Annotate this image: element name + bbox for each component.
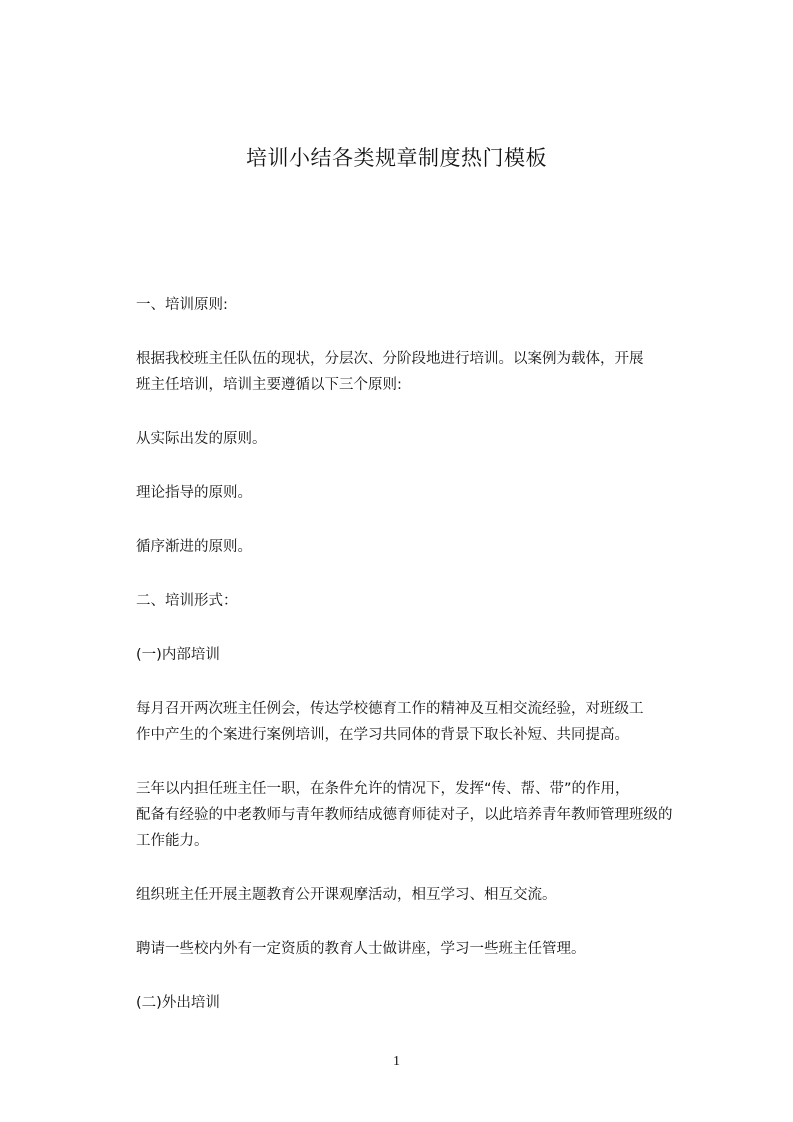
paragraph-spacing [136,748,700,776]
paragraph-line: 配备有经验的中老教师与青年教师结成德育师徒对子，以此培养青年教师管理班级的 [136,807,673,823]
paragraph-spacing [136,614,700,642]
internal-paragraph-1 [136,696,700,748]
paragraph-spacing [136,962,700,990]
paragraph-line: 工作能力。 [136,833,209,849]
principles-intro-paragraph [136,346,700,398]
paragraph-line: 每月召开两次班主任例会，传达学校德育工作的精神及互相交流经验，对班级工 [136,701,644,717]
principle-item: 从实际出发的原则。 [136,431,267,447]
paragraph-spacing [136,668,700,696]
paragraph-spacing [136,908,700,936]
document-title: 培训小结各类规章制度热门模板 [246,146,547,170]
paragraph-line: 班主任培训，培训主要遵循以下三个原则: [136,377,402,393]
paragraph-line: 作中产生的个案进行案例培训，在学习共同体的背景下取长补短、共同提高。 [136,727,629,743]
paragraph-line: 三年以内担任班主任一职，在条件允许的情况下，发挥“传、帮、带”的作用， [136,781,630,797]
paragraph-spacing [136,398,700,426]
principle-item: 循序渐进的原则。 [136,539,252,555]
paragraph-spacing [136,560,700,588]
subsection-heading-internal: (一)内部培训 [136,647,220,663]
paragraph-spacing [136,452,700,480]
subsection-heading-external: (二)外出培训 [136,995,220,1011]
document-content [136,292,700,1016]
section-heading-principles: 一、培训原则: [136,297,228,313]
paragraph-spacing [136,318,700,346]
internal-paragraph-3: 组织班主任开展主题教育公开课观摩活动，相互学习、相互交流。 [136,887,557,903]
paragraph-line: 根据我校班主任队伍的现状，分层次、分阶段地进行培训。以案例为载体，开展 [136,351,644,367]
principle-item: 理论指导的原则。 [136,485,252,501]
paragraph-spacing [136,506,700,534]
internal-paragraph-4: 聘请一些校内外有一定资质的教育人士做讲座，学习一些班主任管理。 [136,941,586,957]
section-heading-forms: 二、培训形式： [136,593,238,609]
paragraph-spacing [136,854,700,882]
page-number: 1 [393,1054,400,1069]
internal-paragraph-2 [136,776,700,854]
